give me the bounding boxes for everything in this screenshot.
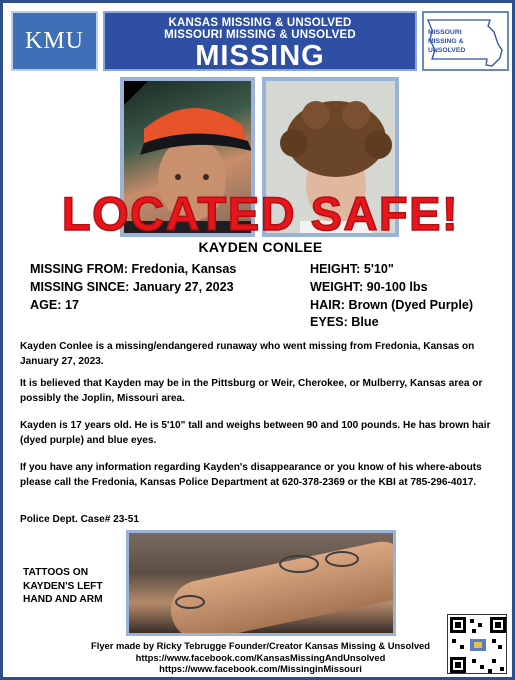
- paragraph-location: It is believed that Kayden may be in the Pittsburg or Weir, Cherokee, or Mulberry, Kansas area or possibly the Joplin, Missouri area.: [20, 378, 483, 404]
- missing-from: MISSING FROM: Fredonia, Kansas: [30, 262, 237, 276]
- subject-name: KAYDEN CONLEE: [198, 239, 323, 255]
- header-banner: [103, 11, 417, 71]
- header-line-kansas: KANSAS MISSING & UNSOLVED: [168, 17, 352, 29]
- tattoo-label: TATTOOS ON KAYDEN'S LEFT HAND AND ARM: [23, 567, 103, 605]
- height: HEIGHT: 5'10": [310, 262, 394, 276]
- missouri-logo: [422, 11, 509, 71]
- missouri-logo-text: MISSOURI MISSING & UNSOLVED: [428, 29, 466, 54]
- photo-corner-ribbon: [124, 81, 148, 105]
- footer: [3, 640, 515, 675]
- arm-illustration: [165, 536, 396, 636]
- age: AGE: 17: [30, 297, 79, 312]
- eyes: EYES: Blue: [310, 315, 379, 330]
- header-missing-title: MISSING: [195, 40, 325, 72]
- facts-left: [30, 261, 236, 314]
- header-line-missouri: MISSOURI MISSING & UNSOLVED: [164, 29, 356, 41]
- located-safe-banner: LOCATED SAFE!: [61, 187, 460, 240]
- kmu-logo: [11, 11, 98, 71]
- tattoo-photo: [126, 530, 396, 636]
- case-number: Police Dept. Case# 23-51: [20, 514, 139, 525]
- paragraph-contact: If you have any information regarding Kayden's disappearance or you know of his where-abouts please call the Fredonia, Kansas Police Department at 620-378-2369 or the KBI at 785-296-4017.: [20, 462, 482, 488]
- paragraph-description: Kayden is 17 years old. He is 5'10" tall and weighs between 90 and 100 pounds. He has brown hair (dyed purple) and blue eyes.: [20, 420, 491, 446]
- footer-link-missouri[interactable]: https://www.facebook.com/MissinginMissouri: [159, 663, 362, 675]
- footer-credit: Flyer made by Ricky Tebrugge Founder/Creator Kansas Missing & Unsolved: [91, 640, 430, 651]
- tattoo-mark: [325, 551, 359, 567]
- footer-link-kansas[interactable]: https://www.facebook.com/KansasMissingAndUnsolved: [135, 651, 386, 663]
- missing-since: MISSING SINCE: January 27, 2023: [30, 279, 234, 294]
- paragraph-summary: Kayden Conlee is a missing/endangered runaway who went missing from Fredonia, Kansas on January 27, 2023.: [20, 341, 475, 367]
- weight: WEIGHT: 90-100 lbs: [310, 279, 428, 294]
- kmu-logo-text: KMU: [24, 27, 84, 54]
- facts-right: [310, 261, 473, 332]
- tattoo-mark: [279, 555, 319, 573]
- tattoo-mark: [175, 595, 205, 609]
- hair: HAIR: Brown (Dyed Purple): [310, 297, 474, 312]
